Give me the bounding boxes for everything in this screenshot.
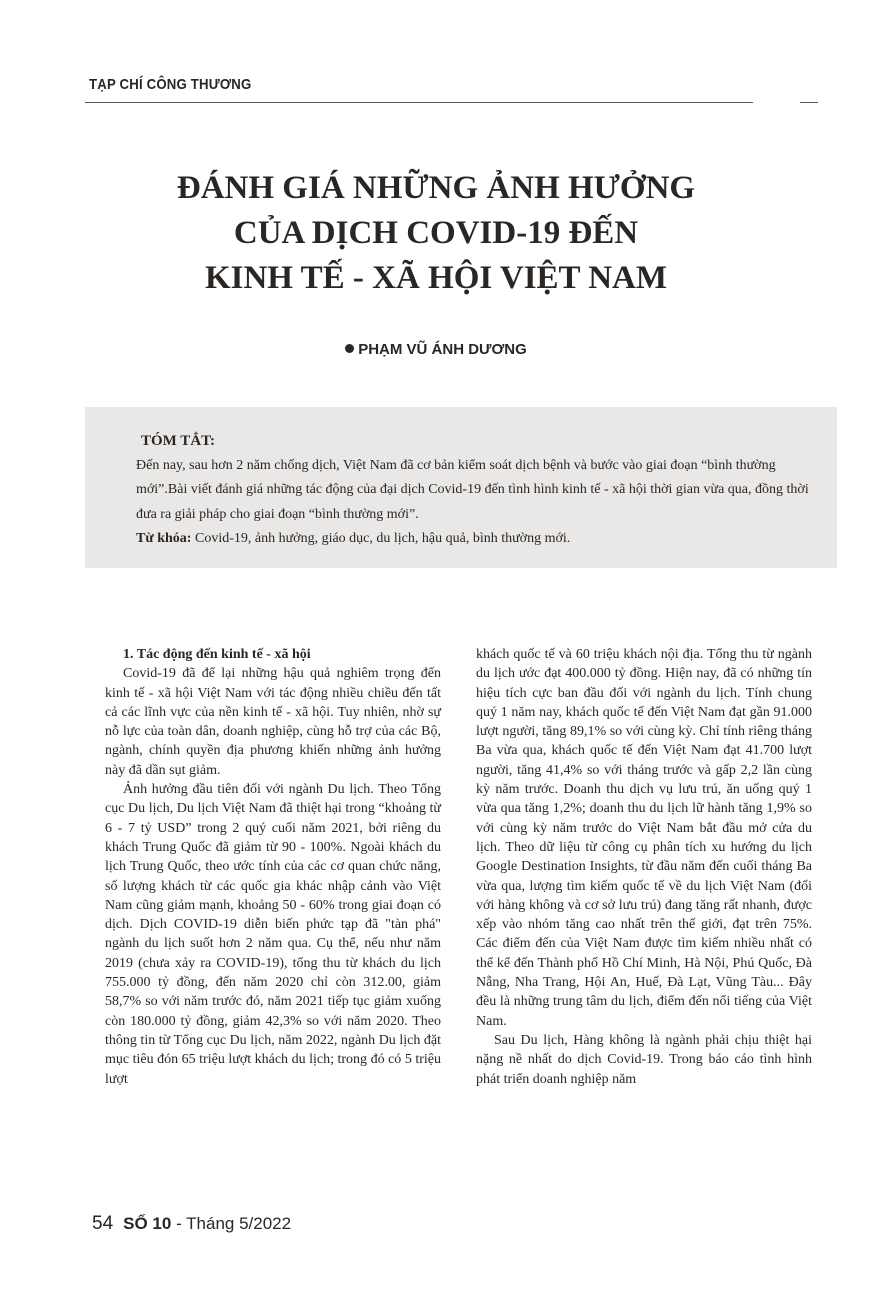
paragraph: Ảnh hưởng đầu tiên đối với ngành Du lịch. Theo Tổng cục Du lịch, Du lịch Việt Nam đã thiệt hại trong “khoảng từ 6 - 7 tỷ USD” trong 2 quý cuối năm 2021, bởi riêng du khách Trung Quốc đã giảm từ 90 - 100%. Ngoài khách du lịch Trung Quốc, theo ước tính của các cơ quan chức năng, số lượng khách từ các quốc gia khác nhập cảnh vào Việt Nam cũng giảm mạnh, khoảng 50 - 60% trong giai đoạn có dịch. Dịch COVID-19 diễn biến phức tạp đã "tàn phá" ngành du lịch suốt hơn 2 năm qua. Cụ thể, nếu như năm 2019 (chưa xảy ra COVID-19), tổng thu từ khách du lịch 755.000 tỷ đồng, đến năm 2020 chỉ còn 312.00, giảm 58,7% so với năm trước đó, năm 2021 tiếp tục giảm xuống còn 180.000 tỷ đồng, giảm 42,3% so với năm 2020. Theo thông tin từ Tổng cục Du lịch, năm 2022, ngành Du lịch đặt mục tiêu đón 65 triệu lượt khách du lịch; trong đó có 5 triệu lượt [105,782,441,1087]
title-line-1: ĐÁNH GIÁ NHỮNG ẢNH HƯỞNG [176,170,696,206]
issue-date: - Tháng 5/2022 [176,1214,292,1233]
issue-label: SỐ 10 [123,1214,172,1233]
journal-name: TẠP CHÍ CÔNG THƯƠNG [89,76,252,93]
column-left [105,645,441,1089]
section-heading: 1. Tác động đến kinh tế - xã hội [123,647,311,662]
keywords-text: Covid-19, ảnh hưởng, giáo dục, du lịch, hậu quả, bình thường mới. [194,531,571,546]
paragraph-continued: khách quốc tế và 60 triệu khách nội địa. Tổng thu từ ngành du lịch ước đạt 400.000 tỷ đồng. Hiện nay, đã có những tín hiệu tích cực ban đầu đối với ngành du lịch. Tính chung quý 1 năm nay, khách quốc tế đến Việt Nam đạt gần 91.000 lượt người, tăng 89,1% so với cùng kỳ. Chỉ tính riêng tháng Ba vừa qua, khách quốc tế đến Việt Nam đạt 41.700 lượt người, tăng 41,4% so với tháng trước và gấp 2,2 lần cùng kỳ năm trước. Doanh thu dịch vụ lưu trú, ăn uống quý 1 vừa qua tăng 1,2%; doanh thu du lịch lữ hành tăng 1,9% so với cùng kỳ năm trước do Việt Nam bắt đầu mở cửa du lịch. Theo dữ liệu từ công cụ phân tích xu hướng du lịch Google Destination Insights, từ đầu năm đến cuối tháng Ba vừa qua, lượng tìm kiếm quốc tế về du lịch Việt Nam (đối với hàng không và cơ sở lưu trú) đang tăng rất nhanh, được xếp vào nhóm tăng cao nhất trên thế giới, đạt trên 75%. Các điểm đến của Việt Nam được tìm kiếm nhiều nhất có thể kể đến Thành phố Hồ Chí Minh, Hà Nội, Phú Quốc, Đà Nẵng, Nha Trang, Hội An, Huế, Đà Lạt, Vũng Tàu... Đây đều là những trung tâm du lịch, điểm đến nổi tiếng của Việt Nam. [476,647,812,1029]
abstract-heading: TÓM TẮT: [141,433,216,449]
column-right [476,645,812,1089]
page-footer [92,1213,291,1235]
header-rule-tail [800,102,818,103]
abstract-text: Đến nay, sau hơn 2 năm chống dịch, Việt Nam đã cơ bản kiểm soát dịch bệnh và bước vào giai đoạn “bình thường mới”.Bài viết đánh giá những tác động của đại dịch Covid-19 đến tình hình kinh tế - xã hội thời gian vừa qua, đồng thời đưa ra giải pháp cho giai đoạn “bình thường mới”. [136,457,809,522]
title-line-3: KINH TẾ - XÃ HỘI VIỆT NAM [204,260,668,296]
author-line [0,341,872,358]
author-name: PHẠM VŨ ÁNH DƯƠNG [358,341,527,358]
paragraph: Sau Du lịch, Hàng không là ngành phải chịu thiệt hại nặng nề nhất do dịch Covid-19. Trong báo cáo tình hình phát triển doanh nghiệp năm [476,1032,812,1087]
bullet-icon [345,344,354,353]
keywords-label: Từ khóa: [136,531,192,546]
paragraph: Covid-19 đã để lại những hậu quả nghiêm trọng đến kinh tế - xã hội Việt Nam với tác động nhiều chiều đến tất cả các lĩnh vực của nền kinh tế - xã hội. Tuy nhiên, nhờ sự nỗ lực của toàn dân, doanh nghiệp, cùng hỗ trợ của các Bộ, ngành, chính quyền địa phương khiến những ảnh hưởng này đã dần sụt giảm. [105,666,441,778]
abstract-keywords [136,527,816,552]
article-title [120,166,752,301]
abstract-box [85,407,837,568]
title-line-2: CỦA DỊCH COVID-19 ĐẾN [233,215,639,251]
page-number: 54 [92,1213,114,1234]
header-rule [85,102,753,103]
